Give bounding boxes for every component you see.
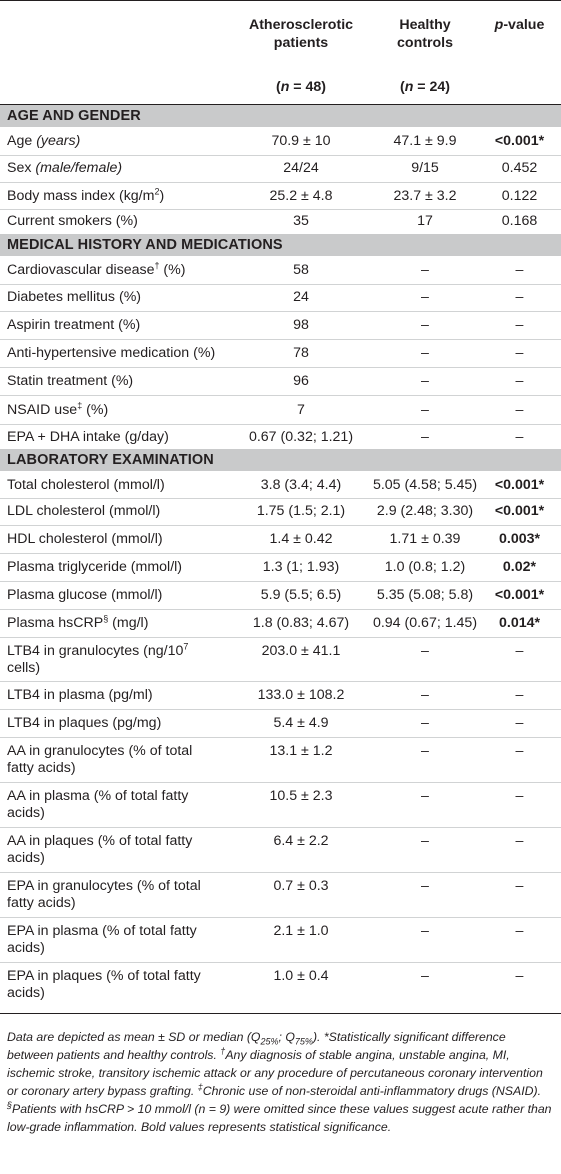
table-row (0, 638, 561, 681)
label-text: Body mass index (kg/m (7, 188, 155, 204)
cell-p-value: – (515, 289, 524, 305)
row-label: HDL cholesterol (mmol/l) (7, 531, 163, 547)
table-row (0, 183, 561, 209)
cell-patients: 5.4 ± 4.9 (273, 715, 329, 731)
label-line2: acids) (7, 805, 45, 821)
label-text: NSAID use (7, 402, 78, 418)
label-em: (male/female) (35, 160, 123, 176)
cell-p-value: – (515, 788, 524, 804)
row-label: LDL cholesterol (mmol/l) (7, 503, 161, 519)
footnote-text: ). *Statistically significant difference between patients and healthy controls. (7, 1030, 506, 1062)
footnote-sub: 25% (260, 1036, 279, 1047)
cell-controls: 9/15 (411, 160, 439, 176)
header-p-rest: -value (503, 17, 545, 33)
section-medical-history (0, 234, 561, 256)
section-title: MEDICAL HISTORY AND MEDICATIONS (7, 237, 283, 253)
footnote-text: Data are depicted as mean ± SD or median (Q (7, 1030, 261, 1044)
label-text: EPA in plasma (% of total fatty (7, 923, 197, 939)
label-text: Plasma hsCRP (7, 615, 104, 631)
table-footnote (7, 1028, 555, 1136)
cell-p-value: – (515, 429, 524, 445)
header-p-value (482, 16, 557, 34)
cell-p-value: – (515, 373, 524, 389)
cell-p-value: 0.003* (498, 531, 541, 547)
row-label: EPA + DHA intake (g/day) (7, 429, 169, 445)
row-label (7, 968, 235, 1002)
header-p-var: p (494, 17, 504, 33)
table-row (0, 526, 561, 553)
cell-controls: – (421, 833, 429, 849)
table-header (0, 0, 561, 104)
n1-var: n (280, 79, 290, 95)
header-healthy-controls (370, 16, 480, 52)
cell-p-value: – (515, 262, 524, 278)
footnote-text: Any diagnosis of stable angina, unstable angina, MI, ischemic stroke, transitory ischemic attack or any procedure of percutaneous coronary intervention or coronary artery bypass grafting. (7, 1048, 543, 1098)
row-label: Plasma triglyceride (mmol/l) (7, 559, 183, 575)
table-row (0, 256, 561, 284)
cell-p-value: – (515, 968, 524, 984)
footnote-sup: † (220, 1045, 226, 1056)
cell-patients: 133.0 ± 108.2 (257, 687, 345, 703)
label-sup: ‡ (77, 400, 83, 411)
row-label: Diabetes mellitus (%) (7, 289, 142, 305)
label-line2: cells) (7, 660, 41, 676)
row-label (7, 788, 235, 822)
label-sup: 2 (154, 186, 160, 197)
row-label (7, 643, 235, 677)
cell-p-value: 0.02* (502, 559, 537, 575)
label-line2: acids) (7, 940, 45, 956)
cell-controls: – (421, 289, 429, 305)
cell-p-value: 0.452 (501, 160, 538, 176)
cell-p-value: 0.122 (501, 188, 538, 204)
label-sup: § (103, 613, 109, 624)
table-row (0, 471, 561, 498)
table-row (0, 312, 561, 339)
label-after: (mg/l) (108, 615, 149, 631)
cell-patients: 1.75 (1.5; 2.1) (256, 503, 346, 519)
cell-controls: 5.05 (4.58; 5.45) (372, 477, 478, 493)
section-title: AGE AND GENDER (7, 108, 141, 124)
cell-controls: 2.9 (2.48; 3.30) (376, 503, 474, 519)
cell-controls: – (421, 788, 429, 804)
n2-open: ( (399, 79, 405, 95)
cell-controls: – (421, 402, 429, 418)
cell-patients: 70.9 ± 10 (271, 133, 331, 149)
row-label (7, 133, 235, 150)
table-bottom-rule (0, 1013, 561, 1014)
cell-patients: 1.3 (1; 1.93) (262, 559, 340, 575)
row-label: Statin treatment (%) (7, 373, 134, 389)
footnote-sub: 75% (294, 1036, 313, 1047)
header-col2-line1: Healthy (399, 17, 451, 33)
cell-controls: – (421, 429, 429, 445)
table-row (0, 682, 561, 709)
cell-controls: 23.7 ± 3.2 (393, 188, 457, 204)
cell-p-value: – (515, 743, 524, 759)
table-row (0, 499, 561, 525)
label-text: LTB4 in granulocytes (ng/10 (7, 643, 184, 659)
label-sup: 7 (183, 641, 189, 652)
table-row (0, 918, 561, 962)
cell-patients: 0.7 ± 0.3 (273, 878, 329, 894)
table-row (0, 210, 561, 233)
cell-p-value: – (515, 643, 524, 659)
n2-rest: = 24) (413, 79, 451, 95)
cell-p-value: <0.001* (494, 503, 545, 519)
cell-controls: 5.35 (5.08; 5.8) (376, 587, 474, 603)
footnote-text: Chronic use of non-steroidal anti-inflammatory drugs (NSAID). (202, 1084, 541, 1098)
cell-controls: – (421, 687, 429, 703)
cell-p-value: <0.001* (494, 477, 545, 493)
cell-p-value: – (515, 878, 524, 894)
row-label (7, 833, 235, 867)
cell-controls: – (421, 643, 429, 659)
row-label: LTB4 in plaques (pg/mg) (7, 715, 162, 731)
table-row (0, 368, 561, 395)
cell-patients: 7 (297, 402, 305, 418)
header-n-controls (370, 78, 480, 96)
cell-patients: 35 (293, 213, 309, 229)
table-row (0, 554, 561, 581)
row-label: LTB4 in plasma (pg/ml) (7, 687, 153, 703)
row-label: Plasma glucose (mmol/l) (7, 587, 163, 603)
header-col1-line2: patients (273, 35, 329, 51)
cell-patients: 0.67 (0.32; 1.21) (248, 429, 354, 445)
cell-p-value: <0.001* (494, 133, 545, 149)
cell-patients: 1.8 (0.83; 4.67) (252, 615, 350, 631)
footnote-sup: ‡ (197, 1081, 203, 1092)
label-after: ) (159, 188, 165, 204)
header-col1-line1: Atherosclerotic (248, 17, 354, 33)
cell-patients: 98 (293, 317, 309, 333)
label-line2: fatty acids) (7, 760, 76, 776)
cell-patients: 13.1 ± 1.2 (269, 743, 333, 759)
table-row (0, 340, 561, 367)
n1-rest: = 48) (289, 79, 327, 95)
table-row (0, 710, 561, 737)
cell-patients: 10.5 ± 2.3 (269, 788, 333, 804)
label-text: EPA in plaques (% of total fatty (7, 968, 201, 984)
table-row (0, 610, 561, 637)
row-label: Anti-hypertensive medication (%) (7, 345, 216, 361)
cell-controls: – (421, 968, 429, 984)
row-label: Total cholesterol (mmol/l) (7, 477, 165, 493)
cell-patients: 78 (293, 345, 309, 361)
n1-open: ( (275, 79, 281, 95)
row-label: Current smokers (%) (7, 213, 138, 229)
label-text: AA in plaques (% of total fatty (7, 833, 193, 849)
footnote-sup: § (7, 1099, 13, 1110)
cell-patients: 2.1 ± 1.0 (273, 923, 329, 939)
label-text: AA in granulocytes (% of total (7, 743, 193, 759)
row-label: Aspirin treatment (%) (7, 317, 141, 333)
cell-patients: 24/24 (283, 160, 319, 176)
cell-controls: 1.0 (0.8; 1.2) (384, 559, 466, 575)
label-line2: acids) (7, 850, 45, 866)
cell-p-value: – (515, 687, 524, 703)
row-label (7, 402, 235, 419)
table-row (0, 738, 561, 782)
section-age-gender (0, 105, 561, 127)
cell-p-value: 0.014* (498, 615, 541, 631)
table-row (0, 425, 561, 449)
footnote-text: ; Q (278, 1030, 295, 1044)
table-row (0, 396, 561, 424)
header-col2-line2: controls (397, 35, 453, 51)
row-label (7, 188, 235, 205)
cell-p-value: – (515, 833, 524, 849)
cell-p-value: <0.001* (494, 587, 545, 603)
cell-controls: – (421, 373, 429, 389)
cell-p-value: – (515, 715, 524, 731)
table-row (0, 963, 561, 1008)
cell-patients: 1.0 ± 0.4 (273, 968, 329, 984)
label-text: Cardiovascular disease (7, 262, 155, 278)
cell-p-value: – (515, 345, 524, 361)
cell-patients: 58 (293, 262, 309, 278)
header-atherosclerotic-patients (235, 16, 367, 52)
label-text: AA in plasma (% of total fatty (7, 788, 189, 804)
cell-controls: – (421, 715, 429, 731)
cell-patients: 6.4 ± 2.2 (273, 833, 329, 849)
label-line2: acids) (7, 985, 45, 1001)
table-row (0, 783, 561, 827)
cell-patients: 24 (293, 289, 309, 305)
label-sup: † (154, 260, 160, 271)
cell-controls: 47.1 ± 9.9 (393, 133, 457, 149)
label-text: Sex (7, 160, 36, 176)
table-row (0, 156, 561, 182)
label-em: (years) (36, 133, 81, 149)
cell-controls: – (421, 878, 429, 894)
cell-controls: – (421, 923, 429, 939)
cell-p-value: – (515, 402, 524, 418)
n2-var: n (404, 79, 414, 95)
label-text: Age (7, 133, 37, 149)
cell-p-value: – (515, 923, 524, 939)
section-title: LABORATORY EXAMINATION (7, 452, 214, 468)
row-label (7, 743, 235, 777)
label-line2: fatty acids) (7, 895, 76, 911)
label-after: (%) (82, 402, 109, 418)
cell-p-value: 0.168 (501, 213, 538, 229)
cell-patients: 96 (293, 373, 309, 389)
cell-patients: 203.0 ± 41.1 (261, 643, 341, 659)
cell-patients: 5.9 (5.5; 6.5) (260, 587, 342, 603)
table-row (0, 873, 561, 917)
cell-controls: – (421, 743, 429, 759)
footnote-text: Patients with hsCRP > 10 mmol/l (n = 9) were omitted since these values suggest acute rather than low-grade inflammation. Bold values represents statistical significance. (7, 1102, 552, 1134)
cell-controls: 0.94 (0.67; 1.45) (372, 615, 478, 631)
row-label (7, 615, 235, 632)
cell-controls: 17 (417, 213, 433, 229)
row-label (7, 262, 235, 279)
table-row (0, 582, 561, 609)
cell-controls: – (421, 345, 429, 361)
label-after: (%) (159, 262, 186, 278)
table-row (0, 285, 561, 311)
label-text: EPA in granulocytes (% of total (7, 878, 201, 894)
cell-controls: 1.71 ± 0.39 (389, 531, 461, 547)
row-label (7, 160, 235, 177)
cell-patients: 1.4 ± 0.42 (269, 531, 333, 547)
table-row (0, 127, 561, 155)
cell-patients: 25.2 ± 4.8 (269, 188, 333, 204)
header-n-patients (235, 78, 367, 96)
cell-patients: 3.8 (3.4; 4.4) (260, 477, 342, 493)
row-label (7, 878, 235, 912)
cell-p-value: – (515, 317, 524, 333)
section-laboratory (0, 449, 561, 471)
cell-controls: – (421, 262, 429, 278)
cell-controls: – (421, 317, 429, 333)
table-row (0, 828, 561, 872)
row-label (7, 923, 235, 957)
